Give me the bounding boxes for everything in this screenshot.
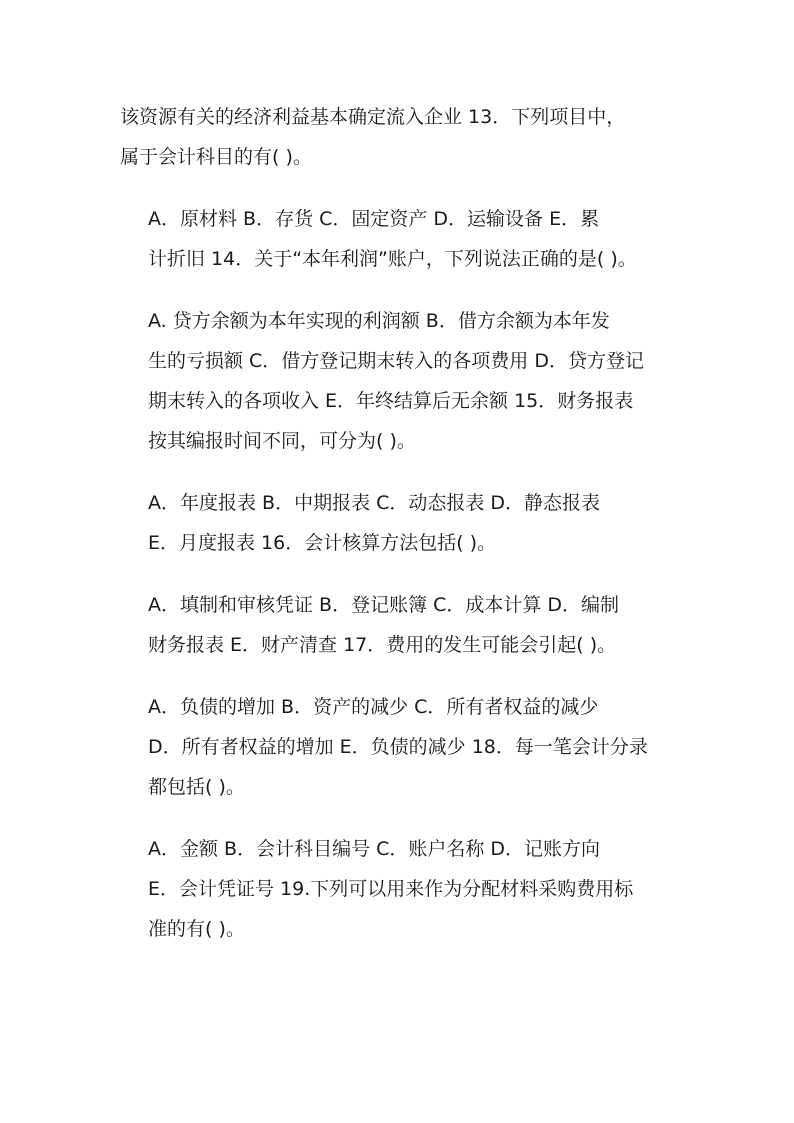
text-line: 准的有( )。	[148, 918, 245, 940]
text-line: A．填制和审核凭证 B．登记账簿 C．成本计算 D．编制	[148, 594, 620, 616]
paragraph-q17-options	[120, 687, 680, 807]
text-line: 财务报表 E．财产清查 17．费用的发生可能会引起( )。	[148, 634, 617, 656]
text-line: D．所有者权益的增加 E．负债的减少 18．每一笔会计分录	[148, 736, 648, 758]
paragraph-q14-options	[120, 301, 680, 461]
text-line: E．月度报表 16．会计核算方法包括( )。	[148, 532, 497, 554]
paragraph-q18-options	[120, 829, 680, 949]
paragraph-q15-options	[120, 483, 680, 563]
paragraph-q13	[120, 97, 680, 177]
text-line: A．年度报表 B．中期报表 C．动态报表 D．静态报表	[148, 492, 601, 514]
text-line: 都包括( )。	[148, 776, 245, 798]
text-line: A．原材料 B．存货 C．固定资产 D．运输设备 E．累	[148, 208, 600, 230]
paragraph-q16-options	[120, 585, 680, 665]
text-line: 属于会计科目的有( )。	[120, 146, 312, 168]
text-line: 生的亏损额 C．借方登记期末转入的各项费用 D．贷方登记	[148, 350, 644, 372]
text-line: 该资源有关的经济利益基本确定流入企业 13．下列项目中，	[120, 106, 626, 128]
paragraph-q13-options	[120, 199, 680, 279]
document-body	[120, 97, 680, 971]
text-line: 期末转入的各项收入 E．年终结算后无余额 15．财务报表	[148, 390, 634, 412]
text-line: E．会计凭证号 19.下列可以用来作为分配材料采购费用标	[148, 878, 634, 900]
text-line: A．负债的增加 B．资产的减少 C．所有者权益的减少	[148, 696, 599, 718]
text-line: 计折旧 14．关于“本年利润”账户，下列说法正确的是( )。	[148, 248, 637, 270]
text-line: A. 贷方余额为本年实现的利润额 B．借方余额为本年发	[148, 310, 610, 332]
text-line: 按其编报时间不同，可分为( )。	[148, 430, 416, 452]
text-line: A．金额 B．会计科目编号 C．账户名称 D．记账方向	[148, 838, 601, 860]
